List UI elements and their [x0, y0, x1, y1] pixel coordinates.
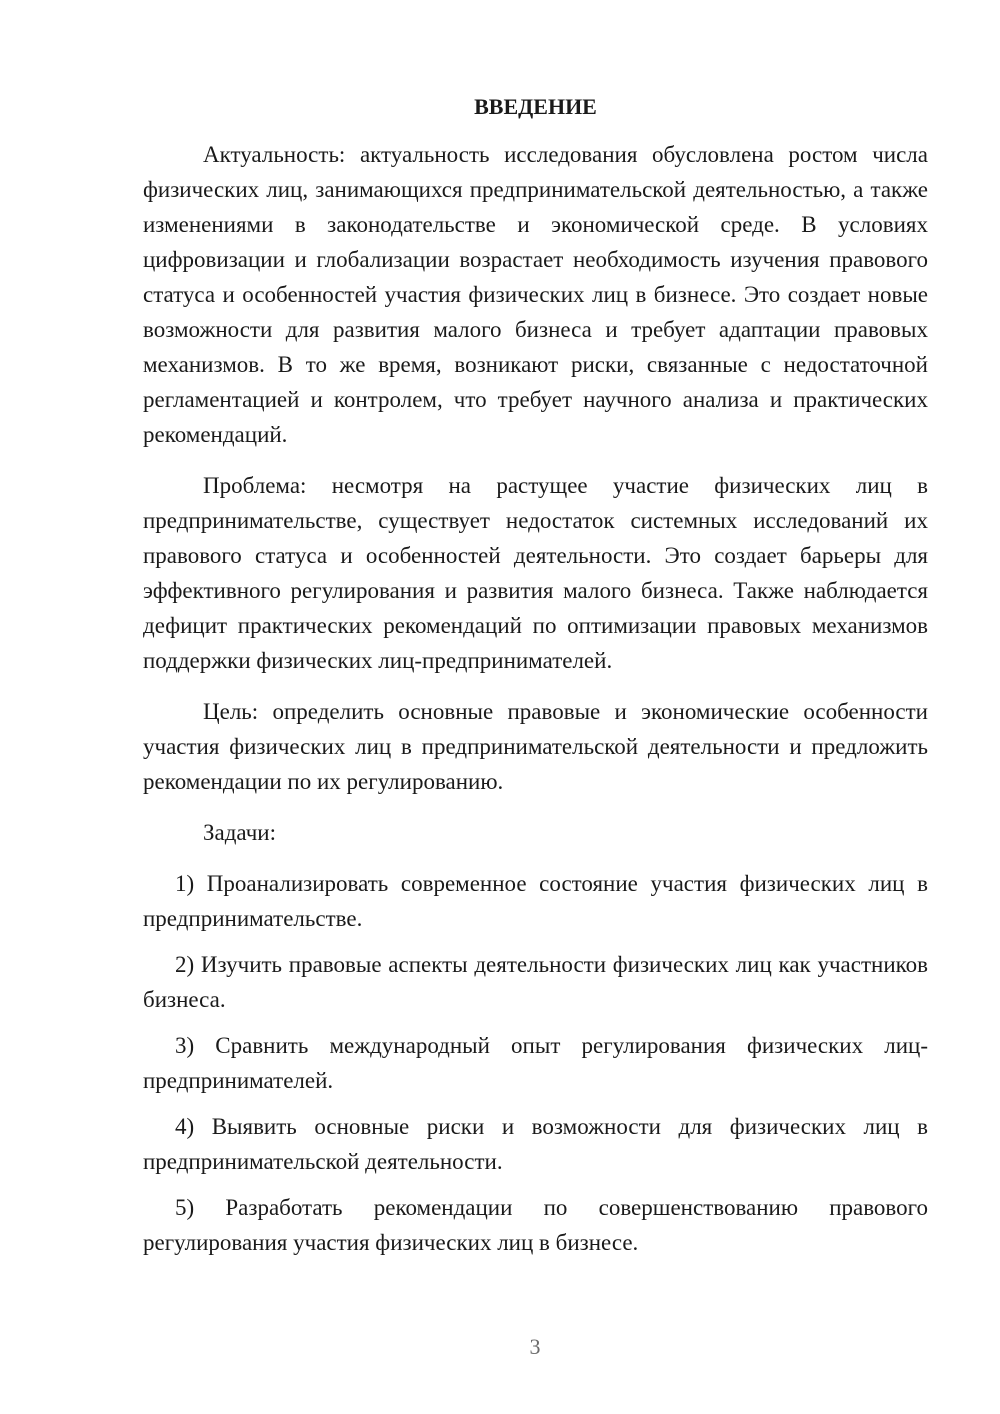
task-item-2: 2) Изучить правовые аспекты деятельности физических лиц как участников бизнеса. [143, 952, 928, 1012]
paragraph-relevance: Актуальность: актуальность исследования обусловлена ростом числа физических лиц, занимающихся предпринимательской деятельностью, а также изменениями в законодательстве и экономической среде. В условиях цифровизации и глобализации возрастает необходимость изучения правового статуса и особенностей участия физических лиц в бизнесе. Это создает новые возможности для развития малого бизнеса и требует адаптации правовых механизмов. В то же время, возникают риски, связанные с недостаточной регламентацией и контролем, что требует научного анализа и практических рекомендаций. [143, 142, 928, 447]
task-item-1: 1) Проанализировать современное состояние участия физических лиц в предпринимательстве. [143, 871, 928, 931]
paragraph-problem: Проблема: несмотря на растущее участие физических лиц в предпринимательстве, существует недостаток системных исследований их правового статуса и особенностей деятельности. Это создает барьеры для эффективного регулирования и развития малого бизнеса. Также наблюдается дефицит практических рекомендаций по оптимизации правовых механизмов поддержки физических лиц-предпринимателей. [143, 473, 928, 673]
document-body [143, 92, 928, 1271]
paragraph-goal: Цель: определить основные правовые и экономические особенности участия физических лиц в предпринимательской деятельности и предложить рекомендации по их регулированию. [143, 699, 928, 794]
page-number: 3 [529, 1334, 541, 1359]
section-heading: ВВЕДЕНИЕ [474, 94, 597, 119]
task-item-5: 5) Разработать рекомендации по совершенствованию правового регулирования участия физических лиц в бизнесе. [143, 1195, 928, 1255]
tasks-label: Задачи: [203, 820, 276, 845]
task-item-3: 3) Сравнить международный опыт регулирования физических лиц-предпринимателей. [143, 1033, 928, 1093]
task-item-4: 4) Выявить основные риски и возможности для физических лиц в предпринимательской деятельности. [143, 1114, 928, 1174]
